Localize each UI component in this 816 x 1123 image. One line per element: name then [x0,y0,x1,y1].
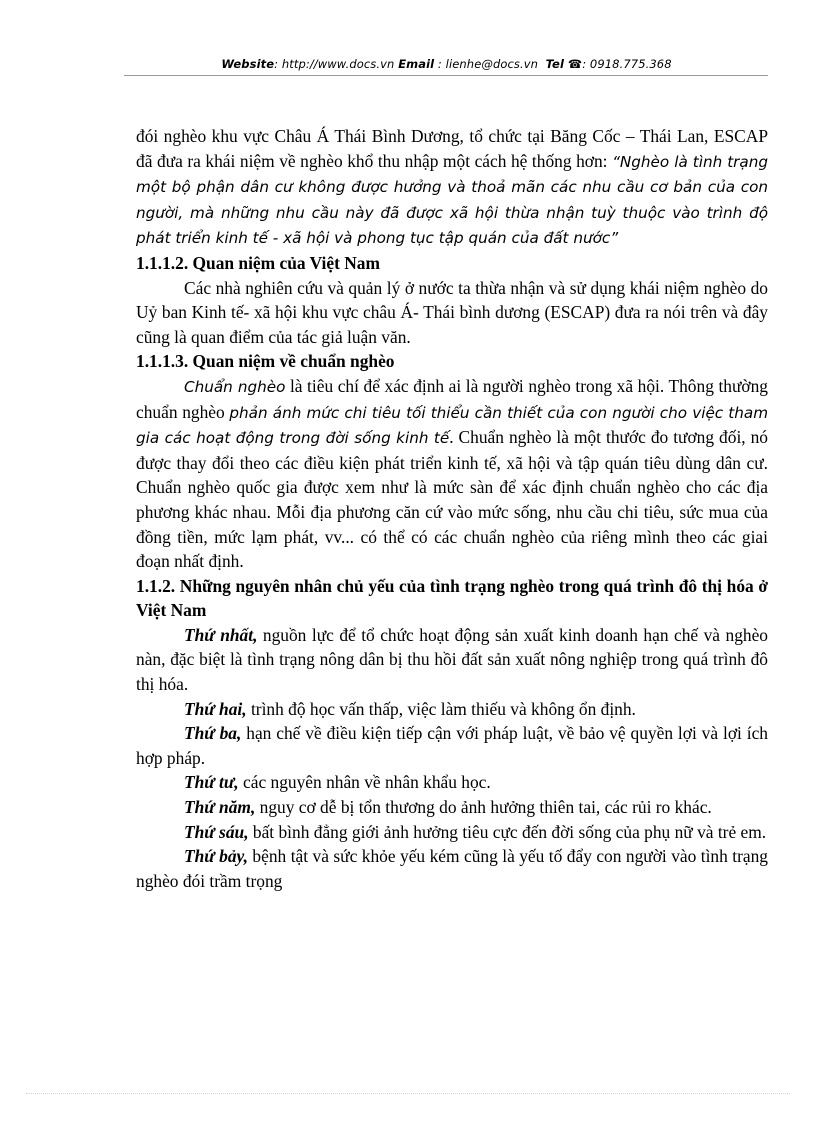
paragraph-1113-text-a: là tiêu chí để xác định ai là người nghèo trong xã hội. Thông thường chuẩn nghèo [136,375,768,422]
list-item [136,770,768,795]
email-label: Email [398,57,435,71]
paragraph-1113 [136,374,768,574]
item-lead: Thứ năm, [184,797,256,818]
paragraph-1112: Các nhà nghiên cứu và quản lý ở nước ta thừa nhận và sử dụng khái niệm nghèo do Uỷ ban Kinh tế- xã hội khu vực châu Á- Thái bình dương (ESCAP) đưa ra nói trên và đây cũng là quan điểm của tác giả luận văn. [136,277,768,347]
item-text: các nguyên nhân về nhân khẩu học. [238,772,491,793]
tel-value: : 0918.775.368 [582,57,672,71]
item-text: bất bình đẳng giới ảnh hưởng tiêu cực đến đời sống của phụ nữ và trẻ em. [248,821,767,842]
list-item [136,721,768,770]
escap-quote: “Nghèo là tình trạng một bộ phận dân cư không được hưởng và thoả mãn các nhu cầu cơ bản của con người, mà những nhu cầu này đã được xã hội thừa nhận tuỳ thuộc vào trình độ phát triển kinh tế - xã hội và phong tục tập quán của đất nước” [136,152,768,248]
item-lead: Thứ hai, [184,698,247,719]
list-item [136,844,768,893]
page-header [125,57,768,71]
website-value: : http://www.docs.vn [274,57,395,71]
list-item [136,795,768,820]
tel-label: Tel [545,57,564,71]
item-lead: Thứ tư, [184,772,239,793]
website-label: Website [221,57,275,71]
document-body [136,124,768,893]
item-lead: Thứ nhất, [184,624,258,645]
item-text: nguy cơ dễ bị tổn thương do ảnh hưởng thiên tai, các rủi ro khác. [255,797,712,818]
header-rule [124,75,768,76]
list-item [136,820,768,845]
intro-text: đói nghèo khu vực Châu Á Thái Bình Dương, tổ chức tại Băng Cốc – Thái Lan, ESCAP đã đưa ra khái niệm về nghèo khổ thu nhập một cách hệ thống hơn: [136,126,768,171]
item-lead: Thứ bảy, [184,846,248,867]
intro-paragraph [136,124,768,251]
item-text: bệnh tật và sức khỏe yếu kém cũng là yếu tố đẩy con người vào tình trạng nghèo đói trầm trọng [136,846,768,891]
heading-1112: 1.1.1.2. Quan niệm của Việt Nam [136,252,380,273]
item-text: trình độ học vấn thấp, việc làm thiếu và không ổn định. [246,698,636,719]
item-text: nguồn lực để tổ chức hoạt động sản xuất kinh doanh hạn chế và nghèo nàn, đặc biệt là tình trạng nông dân bị thu hồi đất sản xuất nông nghiệp trong quá trình đô thị hóa. [136,624,769,695]
footer-rule [26,1093,790,1094]
item-text: hạn chế về điều kiện tiếp cận với pháp luật, về bảo vệ quyền lợi và lợi ích hợp pháp. [136,723,768,768]
heading-112: 1.1.2. Những nguyên nhân chủ yếu của tình trạng nghèo trong quá trình đô thị hóa ở Việt Nam [136,575,768,621]
email-value: : lienhe@docs.vn [434,57,539,71]
item-lead: Thứ ba, [184,723,242,744]
list-item [136,623,768,697]
list-item [136,697,768,722]
heading-1113: 1.1.1.3. Quan niệm về chuẩn nghèo [136,351,395,372]
phone-icon: ☎ [567,57,583,71]
paragraph-1113-italic: phản ánh mức chi tiêu tối thiểu cần thiết của con người cho việc tham gia các hoạt động trong đời sống kinh tế [136,403,768,448]
term-chuan-ngheo: Chuẩn nghèo [184,377,286,396]
item-lead: Thứ sáu, [184,821,249,842]
paragraph-1113-text-b: . Chuẩn nghèo là một thước đo tương đối, nó được thay đổi theo các điều kiện phát triển kinh tế, xã hội và tập quán tiêu dùng dân cư. Chuẩn nghèo quốc gia được xem như là mức sàn để xác định chuẩn nghèo cho các địa phương khác nhau. Mỗi địa phương căn cứ vào mức sống, nhu cầu chi tiêu, sức mua của đồng tiền, mức lạm phát, vv... có thể có các chuẩn nghèo của riêng mình theo các giai đoạn nhất định. [136,427,768,572]
